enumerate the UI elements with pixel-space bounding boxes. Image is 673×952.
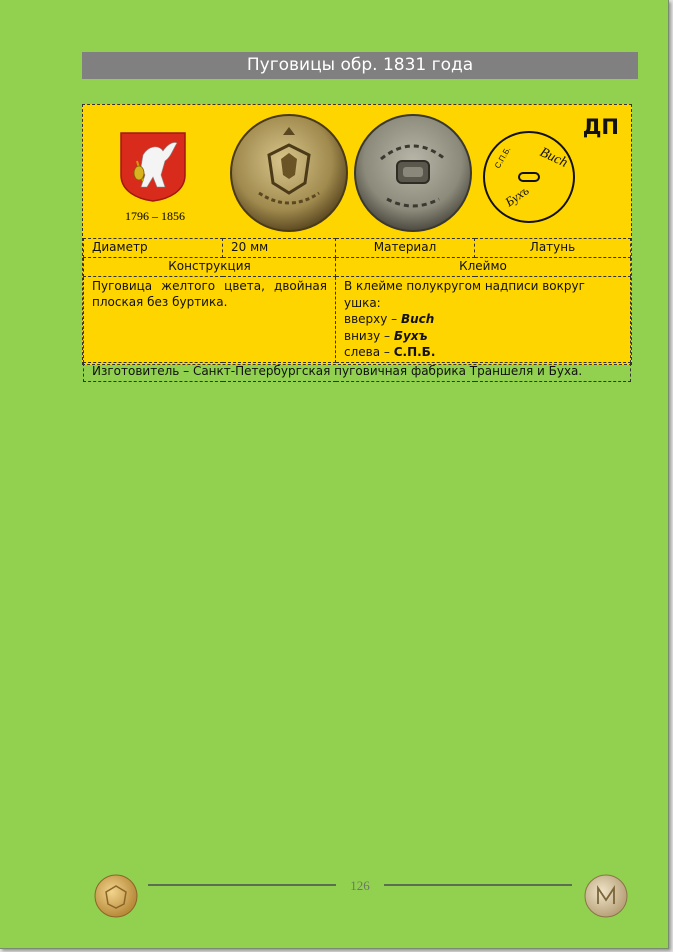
- stamp-line-bottom-prefix: внизу –: [344, 328, 394, 343]
- page-number: 126: [350, 878, 370, 893]
- construction-text: Пуговица желтого цвета, двойная плоская без буртика.: [84, 277, 336, 363]
- stamp-drawing: [481, 129, 577, 225]
- table-row: [84, 258, 631, 277]
- footer-left-coin-image: [94, 874, 138, 918]
- table-row: [84, 239, 631, 258]
- construction-header: Конструкция: [84, 258, 336, 277]
- footer-rule-right: [384, 884, 572, 886]
- arms-years: 1796 – 1856: [125, 209, 185, 223]
- stamp-line-bottom: [344, 328, 622, 345]
- stamp-top-text: Buch: [537, 145, 570, 171]
- category-badge: ДП: [582, 115, 619, 139]
- table-row: [84, 277, 631, 363]
- card-header: [83, 105, 631, 238]
- stamp-line-left-prefix: слева –: [344, 345, 394, 359]
- coat-of-arms-image: [119, 131, 187, 203]
- button-back-photo: [353, 113, 473, 233]
- stamp-intro: В клейме полукругом надписи вокруг ушка:: [344, 279, 585, 310]
- stamp-line-top-value: Buch: [400, 312, 435, 326]
- stamp-left-text: С.П.Б.: [492, 145, 513, 170]
- material-label: Материал: [336, 239, 475, 258]
- stamp-bottom-text: Бухъ: [502, 182, 532, 210]
- stamp-line-top-prefix: вверху –: [344, 312, 401, 326]
- footer-right-coin-image: [584, 874, 628, 918]
- page-title: Пуговицы обр. 1831 года: [82, 52, 638, 79]
- footer-rule-left: [148, 884, 336, 886]
- table-row: [84, 362, 631, 381]
- button-front-photo: [229, 113, 349, 233]
- stamp-header: Клеймо: [336, 258, 631, 277]
- diameter-value: 20 мм: [223, 239, 336, 258]
- stamp-line-left: [344, 344, 622, 361]
- stamp-line-top: [344, 311, 622, 328]
- stamp-description: [336, 277, 631, 363]
- stamp-line-bottom-value: Бухъ: [393, 328, 428, 343]
- maker-text: Изготовитель – Санкт-Петербургская пуговичная фабрика Траншеля и Буха.: [84, 362, 631, 381]
- material-value: Латунь: [475, 239, 631, 258]
- button-card: [82, 104, 632, 378]
- specs-table: [83, 238, 631, 382]
- diameter-label: Диаметр: [84, 239, 223, 258]
- stamp-line-left-value: С.П.Б.: [393, 345, 436, 359]
